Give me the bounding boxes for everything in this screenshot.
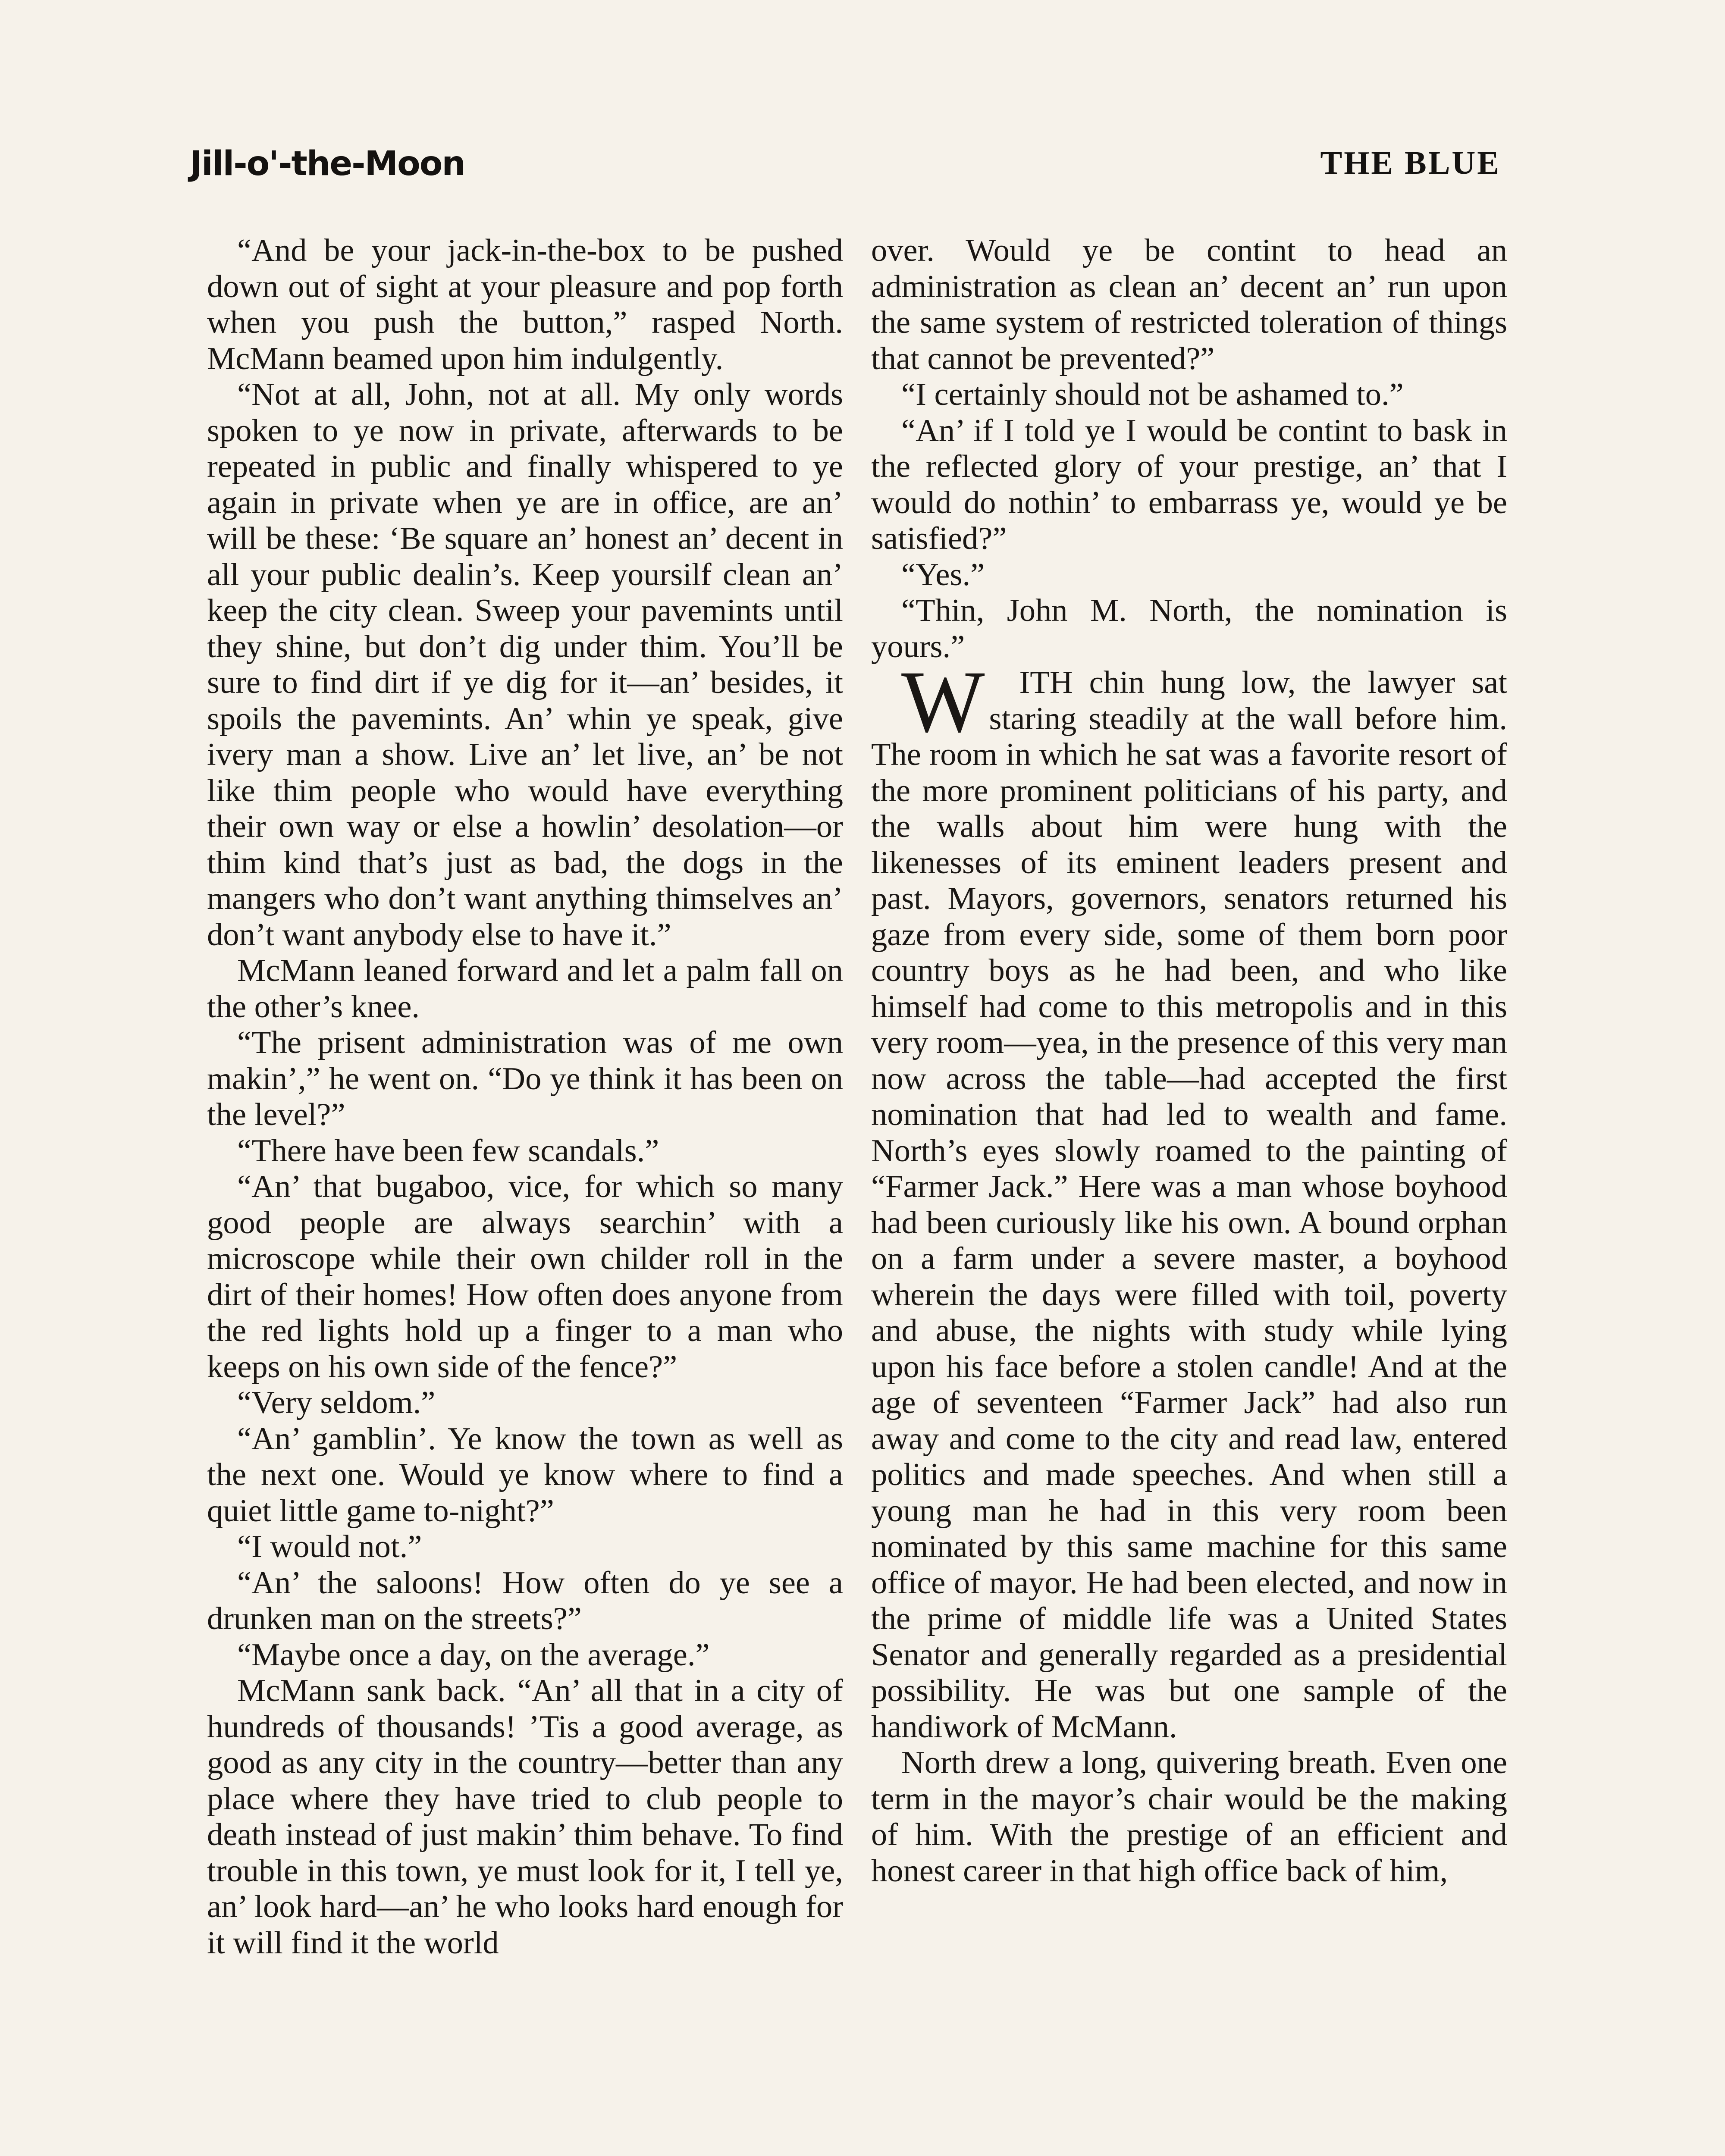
magazine-name: THE BLUE bbox=[1320, 145, 1501, 181]
running-title: Jill-o'-the-Moon bbox=[190, 144, 465, 183]
paragraph: “And be your jack-in-the-box to be pushed down out of sight at your pleasure and pop forth when you push the button,” rasped North. McMann beamed upon him indulgently. bbox=[207, 233, 843, 376]
paragraph: “An’ gamblin’. Ye know the town as well as the next one. Would ye know where to find a quiet little game to-night?” bbox=[207, 1421, 843, 1529]
paragraph: “There have been few scandals.” bbox=[237, 1133, 659, 1169]
paragraph: McMann sank back. “An’ all that in a city of hundreds of thousands! ’Tis a good average, as good as any city in the country—better than any place where they have tried to club people to death instead of just makin’ thim behave. To find trouble in this town, ye must look for it, I tell ye, an’ look hard—an’ he who looks hard enough for it will find it the world bbox=[207, 1673, 843, 1961]
paragraph: “Yes.” bbox=[901, 557, 985, 592]
section-opening-paragraph bbox=[871, 653, 1508, 1745]
paragraph: “An’ that bugaboo, vice, for which so many good people are always searchin’ with a microscope while their own childer roll in the dirt of their homes! How often does anyone from the red lights hold up a finger to a man who keeps on his own side of the fence?” bbox=[207, 1169, 843, 1385]
paragraph: “Thin, John M. North, the nomination is yours.” bbox=[871, 593, 1507, 664]
section-opening-text: ITH chin hung low, the lawyer sat staring steadily at the wall before him. The room in which he sat was a favorite resort of the more prominent politicians of his party, and the walls about him were hung with the likenesses of its eminent leaders present and past. Mayors, governors, senators returned his gaze from every side, some of them born poor country boys as he had been, and who like himself had come to this metropolis and in this very room—yea, in the presence of this very man now across the table—had accepted the first nomination that had led to wealth and fame. North’s eyes slowly roamed to the painting of “Farmer Jack.” Here was a man whose boyhood had been curiously like his own. A bound orphan on a farm under a severe master, a boyhood wherein the days were filled with toil, poverty and abuse, the nights with study while lying upon his face before a stolen candle! And at the age of seventeen “Farmer Jack” had also run away and come to the city and read law, entered politics and made speeches. And when still a young man he had in this very room been nominated by this same machine for this same office of mayor. He had been elected, and now in the prime of middle life was a United States Senator and generally regarded as a presidential possibility. He was but one sample of the handiwork of McMann. bbox=[871, 665, 1508, 1745]
paragraph: “An’ the saloons! How often do ye see a drunken man on the streets?” bbox=[207, 1565, 843, 1636]
drop-cap: W bbox=[901, 653, 985, 751]
paragraph: “The prisent administration was of me own makin’,” he went on. “Do ye think it has been on the level?” bbox=[207, 1025, 843, 1132]
running-header bbox=[190, 144, 1501, 196]
paragraph: “An’ if I told ye I would be contint to bask in the reflected glory of your prestige, an’ that I would do nothin’ to embarrass ye, would ye be satisfied?” bbox=[871, 413, 1507, 556]
paragraph: “Very seldom.” bbox=[237, 1385, 436, 1420]
paragraph: “I would not.” bbox=[237, 1529, 422, 1564]
paragraph: “I certainly should not be ashamed to.” bbox=[901, 377, 1404, 412]
left-column bbox=[207, 233, 843, 1961]
paragraph: North drew a long, quivering breath. Even one term in the mayor’s chair would be the making of him. With the prestige of an efficient and honest career in that high office back of him, bbox=[871, 1745, 1507, 1889]
right-column bbox=[871, 233, 1507, 1889]
paragraph: McMann leaned forward and let a palm fall on the other’s knee. bbox=[207, 953, 843, 1025]
paragraph: “Not at all, John, not at all. My only words spoken to ye now in private, afterwards to be repeated in public and finally whispered to ye again in private when ye are in office, are an’ will be these: ‘Be square an’ honest an’ decent in all your public dealin’s. Keep yoursilf clean an’ keep the city clean. Sweep your pavemints until they shine, but don’t dig under thim. You’ll be sure to find dirt if ye dig for it—an’ besides, it spoils the pavemints. An’ whin ye speak, give ivery man a show. Live an’ let live, an’ be not like thim people who would have everything their own way or else a howlin’ desolation—or thim kind that’s just as bad, the dogs in the mangers who don’t want anything thimselves an’ don’t want anybody else to have it.” bbox=[207, 377, 843, 953]
paragraph-continued: over. Would ye be contint to head an administration as clean an’ decent an’ run upon the same system of restricted toleration of things that cannot be prevented?” bbox=[871, 233, 1507, 376]
paragraph: “Maybe once a day, on the average.” bbox=[237, 1637, 710, 1673]
